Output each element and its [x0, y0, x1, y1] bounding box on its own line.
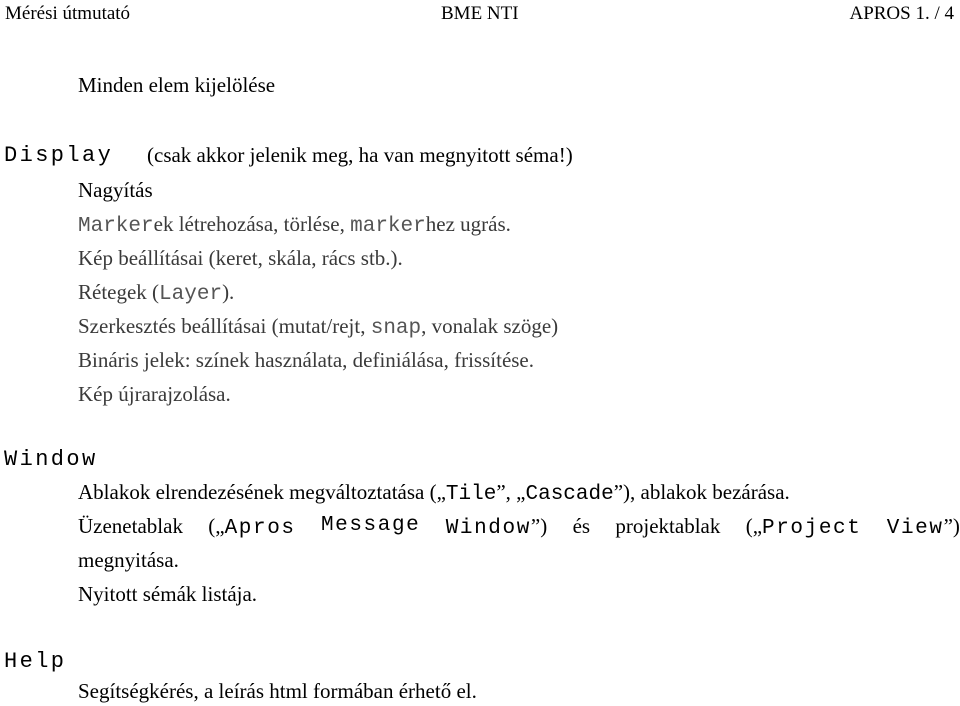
message-window-item-cont: megnyitása.	[78, 548, 179, 572]
arrange-windows-item	[78, 479, 790, 508]
header-right: APROS 1. / 4	[849, 3, 954, 24]
image-settings-item: Kép beállításai (keret, skála, rács stb.).	[78, 246, 403, 270]
window-menu-heading: Window	[4, 447, 98, 472]
msg-word-1: Üzenetablak	[78, 514, 183, 538]
project-code: Project	[762, 517, 862, 540]
layers-item	[78, 279, 234, 308]
msg-open-quote: („	[208, 514, 225, 538]
marker-code-2: marker	[350, 215, 426, 238]
msg-word-7	[746, 513, 862, 542]
layers-text-2: ).	[222, 280, 235, 304]
msg-close-quote: ”)	[530, 514, 548, 538]
marker-code: Marker	[78, 215, 154, 238]
display-note: (csak akkor jelenik meg, ha van megnyitott séma!)	[147, 143, 573, 167]
redraw-item: Kép újrarajzolása.	[78, 382, 231, 406]
msg-word-6: projektablak	[615, 514, 721, 538]
open-schemes-item: Nyitott sémák listája.	[78, 582, 258, 606]
view-code: View	[886, 517, 944, 540]
layers-text-1: Rétegek (	[78, 280, 160, 304]
marker-item	[78, 211, 511, 240]
display-menu-heading: Display	[4, 143, 114, 168]
marker-text-1: ek létrehozása, törlése,	[153, 212, 351, 236]
project-open-quote: („	[745, 514, 763, 538]
project-close-quote: ”)	[943, 514, 960, 538]
marker-text-2: hez ugrás.	[425, 212, 511, 236]
msg-word-8	[887, 513, 960, 542]
binary-signals-item: Bináris jelek: színek használata, definiálása, frissítése.	[78, 348, 535, 372]
cascade-code: Cascade	[525, 483, 614, 506]
msg-word-5: és	[572, 514, 591, 538]
edit-settings-item	[78, 313, 558, 342]
help-menu-heading: Help	[4, 649, 67, 674]
header-center: BME NTI	[441, 3, 519, 24]
help-item: Segítségkérés, a leírás html formában érhető el.	[78, 679, 477, 703]
message-window-item	[78, 513, 960, 542]
msg-word-4	[446, 513, 548, 542]
edit-settings-text-2: , vonalak szöge)	[421, 314, 559, 338]
window-code: Window	[445, 517, 531, 540]
select-all-item: Minden elem kijelölése	[78, 73, 276, 97]
apros-code: Apros	[224, 517, 296, 540]
arrange-text-1: Ablakok elrendezésének megváltoztatása („	[78, 480, 446, 504]
tile-code: Tile	[445, 483, 497, 506]
layer-code: Layer	[159, 283, 223, 306]
snap-code: snap	[370, 317, 422, 340]
arrange-text-2: ”, „	[496, 480, 526, 504]
msg-word-2	[208, 513, 295, 542]
zoom-item: Nagyítás	[78, 178, 153, 202]
message-code: Message	[320, 514, 421, 537]
header-left: Mérési útmutató	[5, 3, 131, 24]
edit-settings-text-1: Szerkesztés beállításai (mutat/rejt,	[78, 314, 371, 338]
arrange-text-3: ”), ablakok bezárása.	[613, 480, 790, 504]
